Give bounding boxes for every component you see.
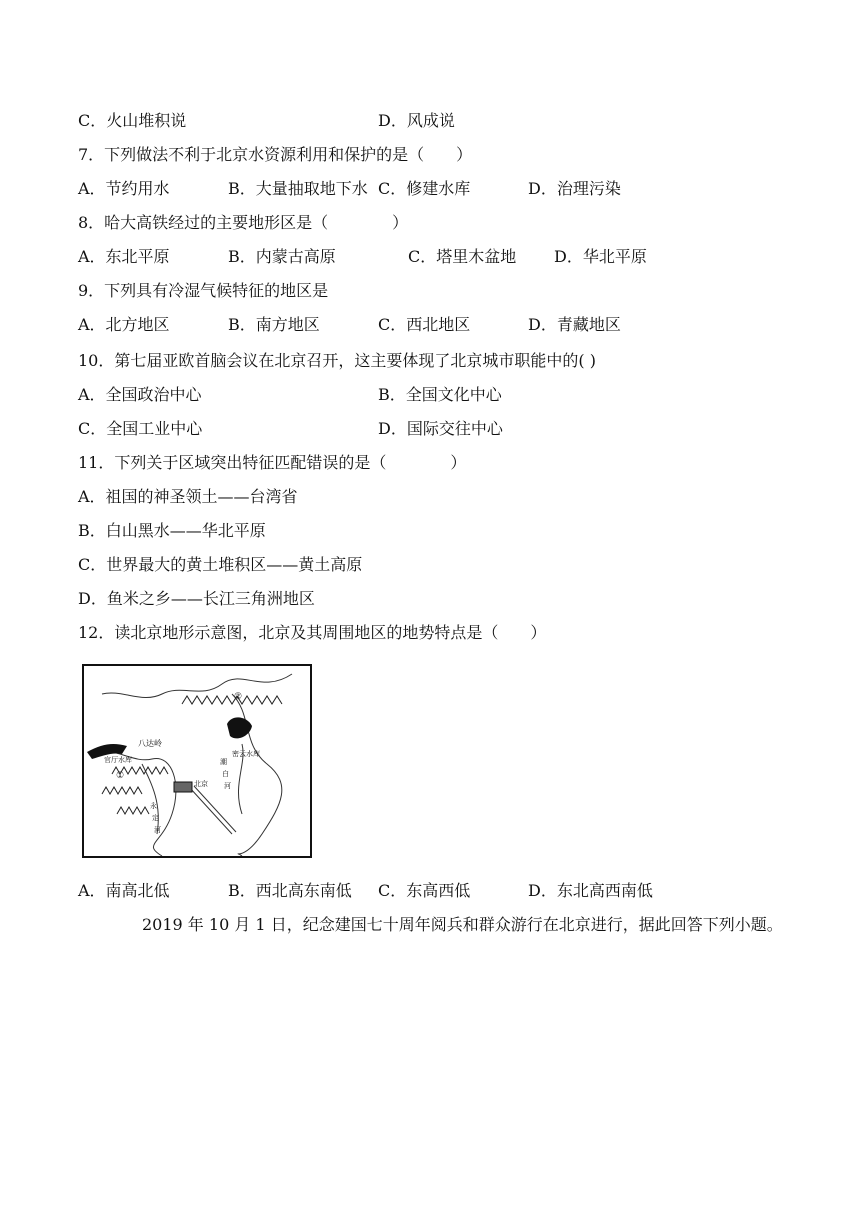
label-miyun: 密云水库 xyxy=(232,750,260,758)
label-circle-2: ② xyxy=(234,692,243,702)
q11-option-a: A．祖国的神圣领土——台湾省 xyxy=(78,487,298,506)
q10-option-c: C．全国工业中心 xyxy=(78,419,203,438)
q8-option-b: B．内蒙古高原 xyxy=(228,247,336,266)
label-chao: 潮 xyxy=(220,758,227,766)
q7-stem: 7．下列做法不利于北京水资源利用和保护的是（ ） xyxy=(78,145,473,164)
q11-option-b: B．白山黑水——华北平原 xyxy=(78,521,266,540)
q12-option-c: C．东高西低 xyxy=(378,881,471,900)
intro-paragraph: 2019 年 10 月 1 日，纪念建国七十周年阅兵和群众游行在北京进行，据此回答下列小题。 xyxy=(142,915,783,934)
q8-stem: 8．哈大高铁经过的主要地形区是（ ） xyxy=(78,213,409,232)
q12-option-d: D．东北高西南低 xyxy=(528,881,653,900)
q7-option-b: B．大量抽取地下水 xyxy=(228,179,368,198)
q9-option-a: A．北方地区 xyxy=(78,315,170,334)
label-bai: 白 xyxy=(222,770,229,778)
label-badaling: 八达岭 xyxy=(138,739,162,748)
beijing-city-icon xyxy=(174,782,192,792)
q12-option-a: A．南高北低 xyxy=(78,881,170,900)
q11-stem: 11．下列关于区域突出特征匹配错误的是（ ） xyxy=(78,453,467,472)
q6-option-d: D．风成说 xyxy=(378,111,455,130)
q9-option-c: C．西北地区 xyxy=(378,315,471,334)
q10-option-b: B．全国文化中心 xyxy=(378,385,502,404)
q9-option-d: D．青藏地区 xyxy=(528,315,621,334)
q12-option-b: B．西北高东南低 xyxy=(228,881,352,900)
label-circle-1: ① xyxy=(116,771,125,781)
q7-option-d: D．治理污染 xyxy=(528,179,621,198)
label-ding: 定 xyxy=(152,814,159,822)
q6-option-c: C．火山堆积说 xyxy=(78,111,187,130)
beijing-terrain-map xyxy=(82,664,312,858)
q10-stem: 10．第七届亚欧首脑会议在北京召开，这主要体现了北京城市职能中的( ) xyxy=(78,351,596,370)
q9-stem: 9．下列具有冷湿气候特征的地区是 xyxy=(78,281,329,300)
label-he-2: 河 xyxy=(154,826,161,834)
label-guanting: 官厅水库 xyxy=(104,756,132,764)
q10-option-a: A．全国政治中心 xyxy=(78,385,202,404)
q11-option-d: D．鱼米之乡——长江三角洲地区 xyxy=(78,589,315,608)
q9-option-b: B．南方地区 xyxy=(228,315,320,334)
q12-stem: 12．读北京地形示意图，北京及其周围地区的地势特点是（ ） xyxy=(78,623,547,642)
label-he: 河 xyxy=(224,782,231,790)
label-yong: 永 xyxy=(150,802,157,810)
q8-option-a: A．东北平原 xyxy=(78,247,170,266)
q7-option-c: C．修建水库 xyxy=(378,179,471,198)
q10-option-d: D．国际交往中心 xyxy=(378,419,503,438)
label-beijing: 北京 xyxy=(194,780,208,788)
q11-option-c: C．世界最大的黄土堆积区——黄土高原 xyxy=(78,555,363,574)
q7-option-a: A．节约用水 xyxy=(78,179,170,198)
q8-option-d: D．华北平原 xyxy=(554,247,647,266)
q8-option-c: C．塔里木盆地 xyxy=(408,247,517,266)
